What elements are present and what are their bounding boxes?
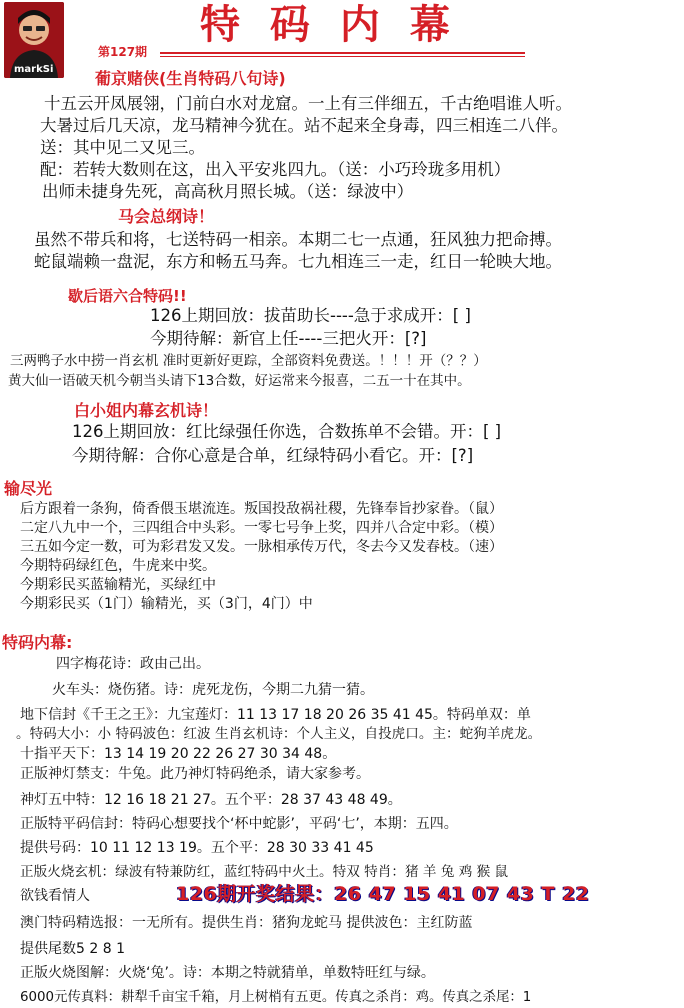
info-line: 地下信封《千王之王》：九宝莲灯：11 13 17 18 20 26 35 41 45。特码单双：单 [20, 707, 531, 723]
poem-line: 今期特码绿红色，牛虎来中奖。 [20, 558, 216, 574]
section-title-3: 歇后语六合特码!! [68, 287, 187, 305]
info-line: 6000元传真料：耕犁千亩宝千箱，月上树梢有五更。传真之杀肖：鸡。传真之杀尾：1 [20, 990, 532, 1005]
info-line: 正版特平码信封：特码心想要找个‘杯中蛇影’，平码‘七’，本期：五四。 [20, 816, 458, 832]
riddle-line: 126上期回放：拔苗助长----急于求成开：[ ] [150, 306, 471, 325]
info-line: 提供尾数5 2 8 1 [20, 941, 125, 957]
info-line: 欲钱看情人 [20, 888, 90, 904]
draw-result: 126期开奖结果：26 47 15 41 07 43 T 22 [176, 883, 590, 905]
info-line: 。特码大小：小 特码波色：红波 生肖玄机诗：个人主义，自投虎口。主：蛇狗羊虎龙。 [16, 726, 542, 742]
riddle-line: 黄大仙一语破天机今朝当头请下13合数，好运常来今报喜，二五一十在其中。 [8, 373, 471, 389]
section-title-2: 马会总纲诗！ [118, 207, 215, 226]
riddle-line: 三两鸭子水中捞一肖玄机 准时更新好更踪，全部资料免费送。！！！开（？？） [10, 353, 487, 369]
info-line: 神灯五中特：12 16 18 21 27。五个平：28 37 43 48 49。 [20, 792, 402, 808]
info-line: 四字梅花诗：政由己出。 [56, 656, 210, 672]
avatar-caption: markSi [14, 64, 54, 75]
poem-line: 二定八九中一个，三四组合中头彩。一零七号争上奖，四并八合定中彩。（模） [20, 520, 503, 536]
section-title-1: 葡京赌侠(生肖特码八句诗) [95, 69, 286, 88]
poem-line: 今期待解：合你心意是合单，红绿特码小看它。开：[?] [72, 446, 474, 465]
info-line: 正版火烧图解：火烧‘兔’。诗：本期之特就猜单，单数特旺红与绿。 [20, 965, 435, 981]
info-line: 火车头：烧伤猪。诗：虎死龙伤，今期二九猜一猜。 [52, 682, 374, 698]
poem-line: 126上期回放：红比绿强任你选，合数拣单不会错。开：[ ] [72, 422, 502, 441]
info-line: 正版火烧玄机：绿波有特兼防红，蓝红特码中火土。特双 特肖：猪 羊 兔 鸡 猴 鼠 [20, 864, 509, 880]
header-divider [160, 52, 525, 54]
poem-line: 大暑过后几天凉，龙马精神今犹在。站不起来全身毒，四三相连二八伴。 [40, 116, 568, 135]
poem-line: 三五如今定一数，可为彩君发又发。一脉相承传万代，冬去今又发春枝。（速） [20, 539, 503, 555]
section-title-5: 输尽光 [4, 479, 53, 498]
info-line: 提供号码：10 11 12 13 19。五个平：28 30 33 41 45 [20, 840, 374, 856]
info-line: 澳门特码精选报：一无所有。提供生肖：猪狗龙蛇马 提供波色：主红防蓝 [20, 915, 473, 931]
poem-line: 今期彩民买蓝输精光，买绿红中 [20, 577, 216, 593]
poem-line: 出师未捷身先死，高高秋月照长城。（送：绿波中） [42, 182, 414, 201]
poem-line: 十五云开凤展翎，门前白水对龙窟。一上有三伴细五，千古绝唱谁人听。 [44, 94, 572, 113]
poem-line: 配：若转大数则在这，出入平安兆四九。（送：小巧玲珑多用机） [40, 160, 511, 179]
riddle-line: 今期待解：新官上任----三把火开：[?] [150, 329, 427, 348]
page-title: 特 码 内 幕 [200, 1, 458, 48]
section-title-4: 白小姐内幕玄机诗！ [74, 401, 219, 420]
section-title-6: 特码内幕: [2, 633, 73, 652]
info-line: 正版神灯禁支：牛兔。此乃神灯特码绝杀，请大家参考。 [20, 766, 370, 782]
header-divider-2 [160, 56, 525, 57]
issue-number: 第127期 [98, 45, 148, 59]
poem-line: 送：其中见二又见三。 [40, 138, 205, 157]
poem-line: 蛇鼠端赖一盘泥，东方和畅五马奔。七九相连三一走，红日一轮映大地。 [34, 252, 562, 271]
poem-line: 今期彩民买（1门）输精光，买（3门，4门）中 [20, 596, 313, 612]
poem-line: 后方跟着一条狗，倚香偎玉堪流连。叛国投敌祸社稷，先锋奉旨抄家眷。（鼠） [20, 501, 503, 517]
info-line: 十指平天下：13 14 19 20 22 26 27 30 34 48。 [20, 746, 337, 762]
avatar [4, 2, 64, 78]
poem-line: 虽然不带兵和将，七送特码一相亲。本期二七一点通，狂风独力把命搏。 [34, 230, 562, 249]
